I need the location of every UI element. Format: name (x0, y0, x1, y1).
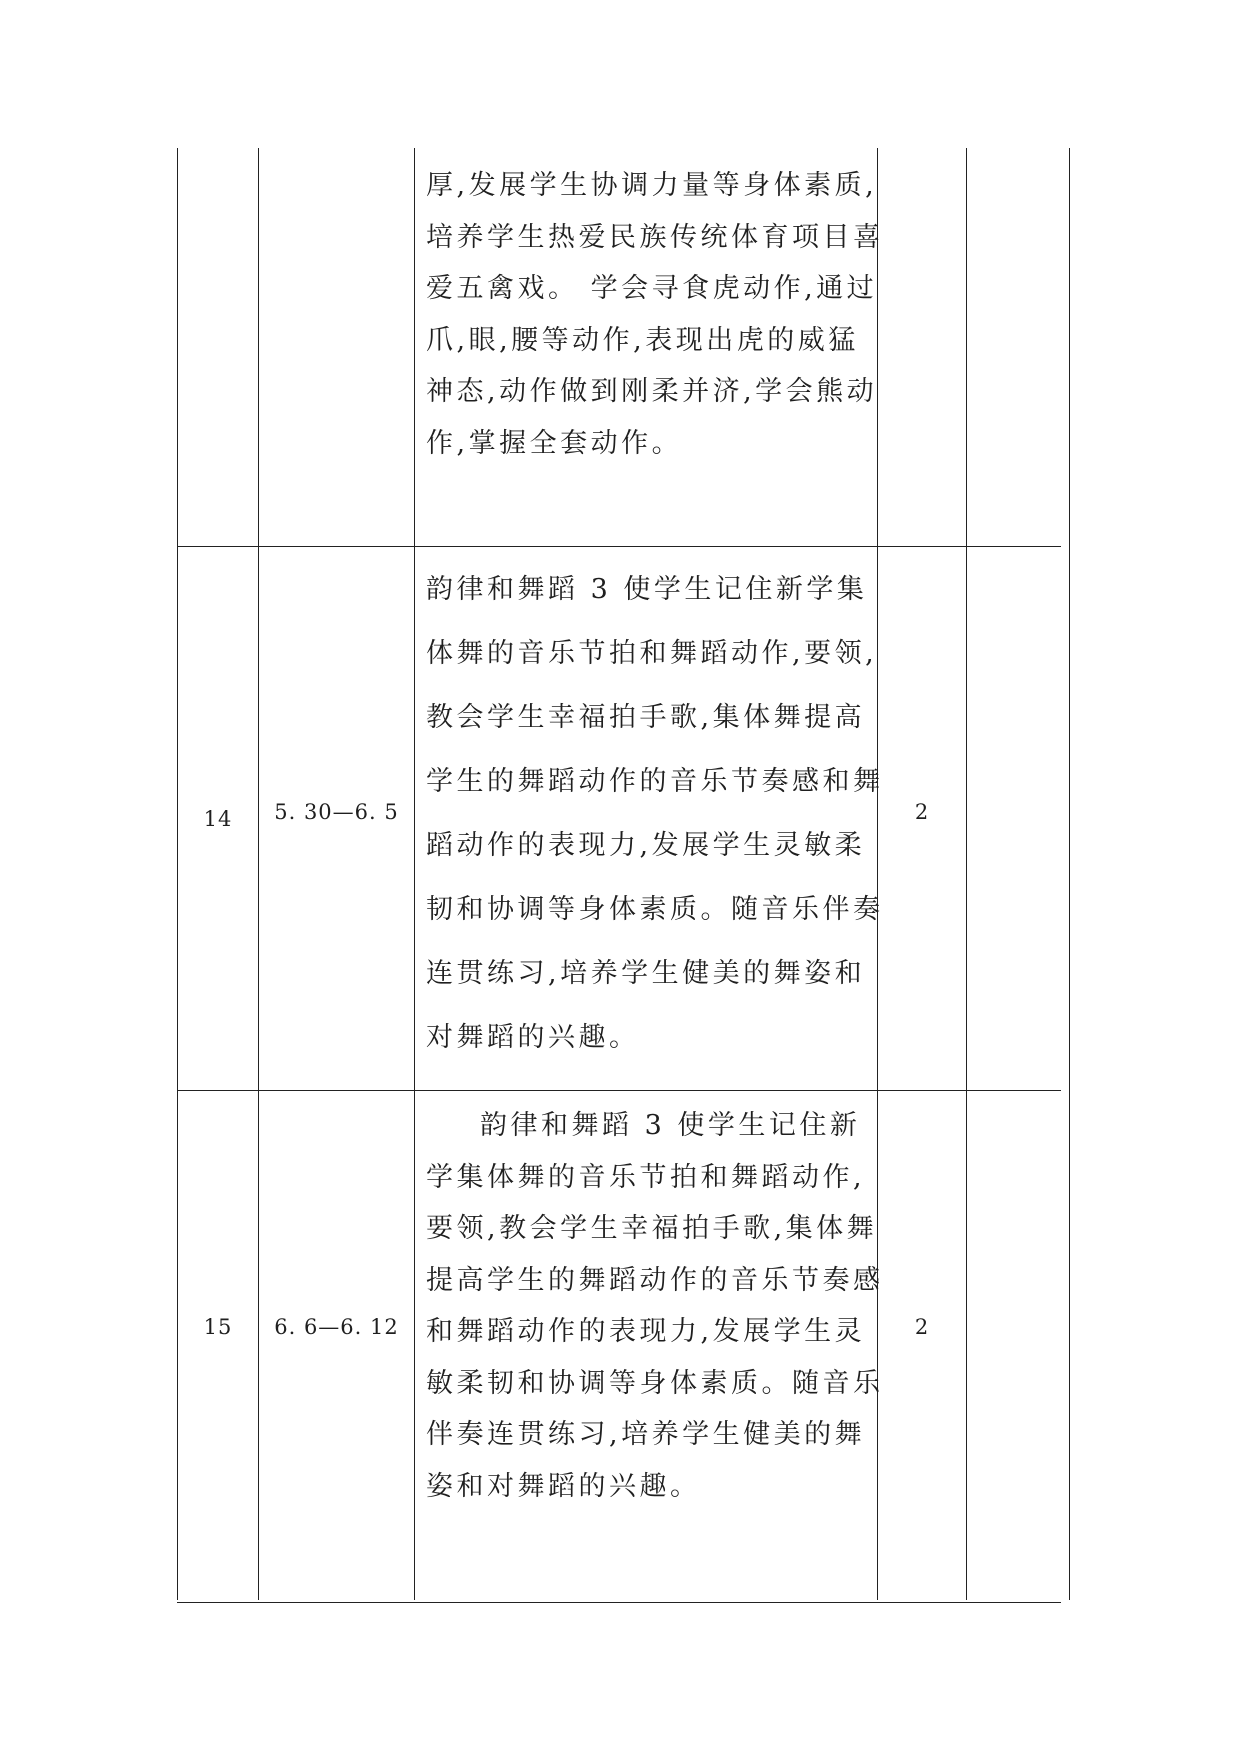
content-line: 和舞蹈动作的表现力,发展学生灵 (426, 1316, 866, 1347)
content-line: 韵律和舞蹈 3 使学生记住新 (480, 1110, 861, 1141)
content-line: 要领,教会学生幸福拍手歌,集体舞 (426, 1213, 878, 1244)
hours-cell: 2 (914, 800, 930, 824)
content-line: 连贯练习,培养学生健美的舞姿和 (426, 958, 866, 989)
content-line: 韵律和舞蹈 3 使学生记住新学集 (426, 574, 868, 605)
content-line: 韧和协调等身体素质。随音乐伴奏 (426, 894, 884, 925)
content-cell (426, 558, 884, 1070)
content-line: 体舞的音乐节拍和舞蹈动作,要领, (426, 638, 878, 669)
week-number-cell: 14 (203, 807, 233, 831)
remarks-cell (967, 548, 1069, 1090)
content-line: 培养学生热爱民族传统体育项目喜 (426, 221, 884, 253)
date-range-cell: 5. 30—6. 5 (274, 800, 399, 824)
table-border-bottom (177, 1602, 1061, 1603)
content-line: 爪,眼,腰等动作,表现出虎的威猛 (426, 324, 859, 356)
column-divider-2 (414, 148, 415, 1600)
date-range-cell: 6. 6—6. 12 (274, 1315, 399, 1339)
content-line: 教会学生幸福拍手歌,集体舞提高 (426, 702, 866, 733)
content-line: 蹈动作的表现力,发展学生灵敏柔 (426, 830, 866, 861)
table-border-right (1069, 148, 1070, 1600)
content-line: 姿和对舞蹈的兴趣。 (426, 1470, 701, 1502)
row-divider-1 (177, 546, 1061, 547)
content-line: 提高学生的舞蹈动作的音乐节奏感 (426, 1264, 884, 1296)
content-cell (426, 160, 884, 469)
content-line: 厚,发展学生协调力量等身体素质, (426, 170, 878, 201)
content-line: 作,掌握全套动作。 (426, 427, 683, 459)
content-line: 学生的舞蹈动作的音乐节奏感和舞 (426, 766, 884, 797)
content-cell (426, 1100, 884, 1512)
content-line: 爱五禽戏。 学会寻食虎动作,通过 (426, 273, 878, 304)
content-line: 伴奏连贯练习,培养学生健美的舞 (426, 1419, 866, 1450)
content-line: 对舞蹈的兴趣。 (426, 1022, 640, 1053)
content-line: 敏柔韧和协调等身体素质。随音乐 (426, 1367, 884, 1399)
week-number-cell: 15 (203, 1315, 233, 1339)
content-line: 神态,动作做到刚柔并济,学会熊动 (426, 376, 878, 407)
remarks-cell (967, 1092, 1069, 1602)
hours-cell: 2 (914, 1315, 930, 1339)
row-divider-2 (177, 1090, 1061, 1091)
content-line: 学集体舞的音乐节拍和舞蹈动作, (426, 1161, 866, 1193)
